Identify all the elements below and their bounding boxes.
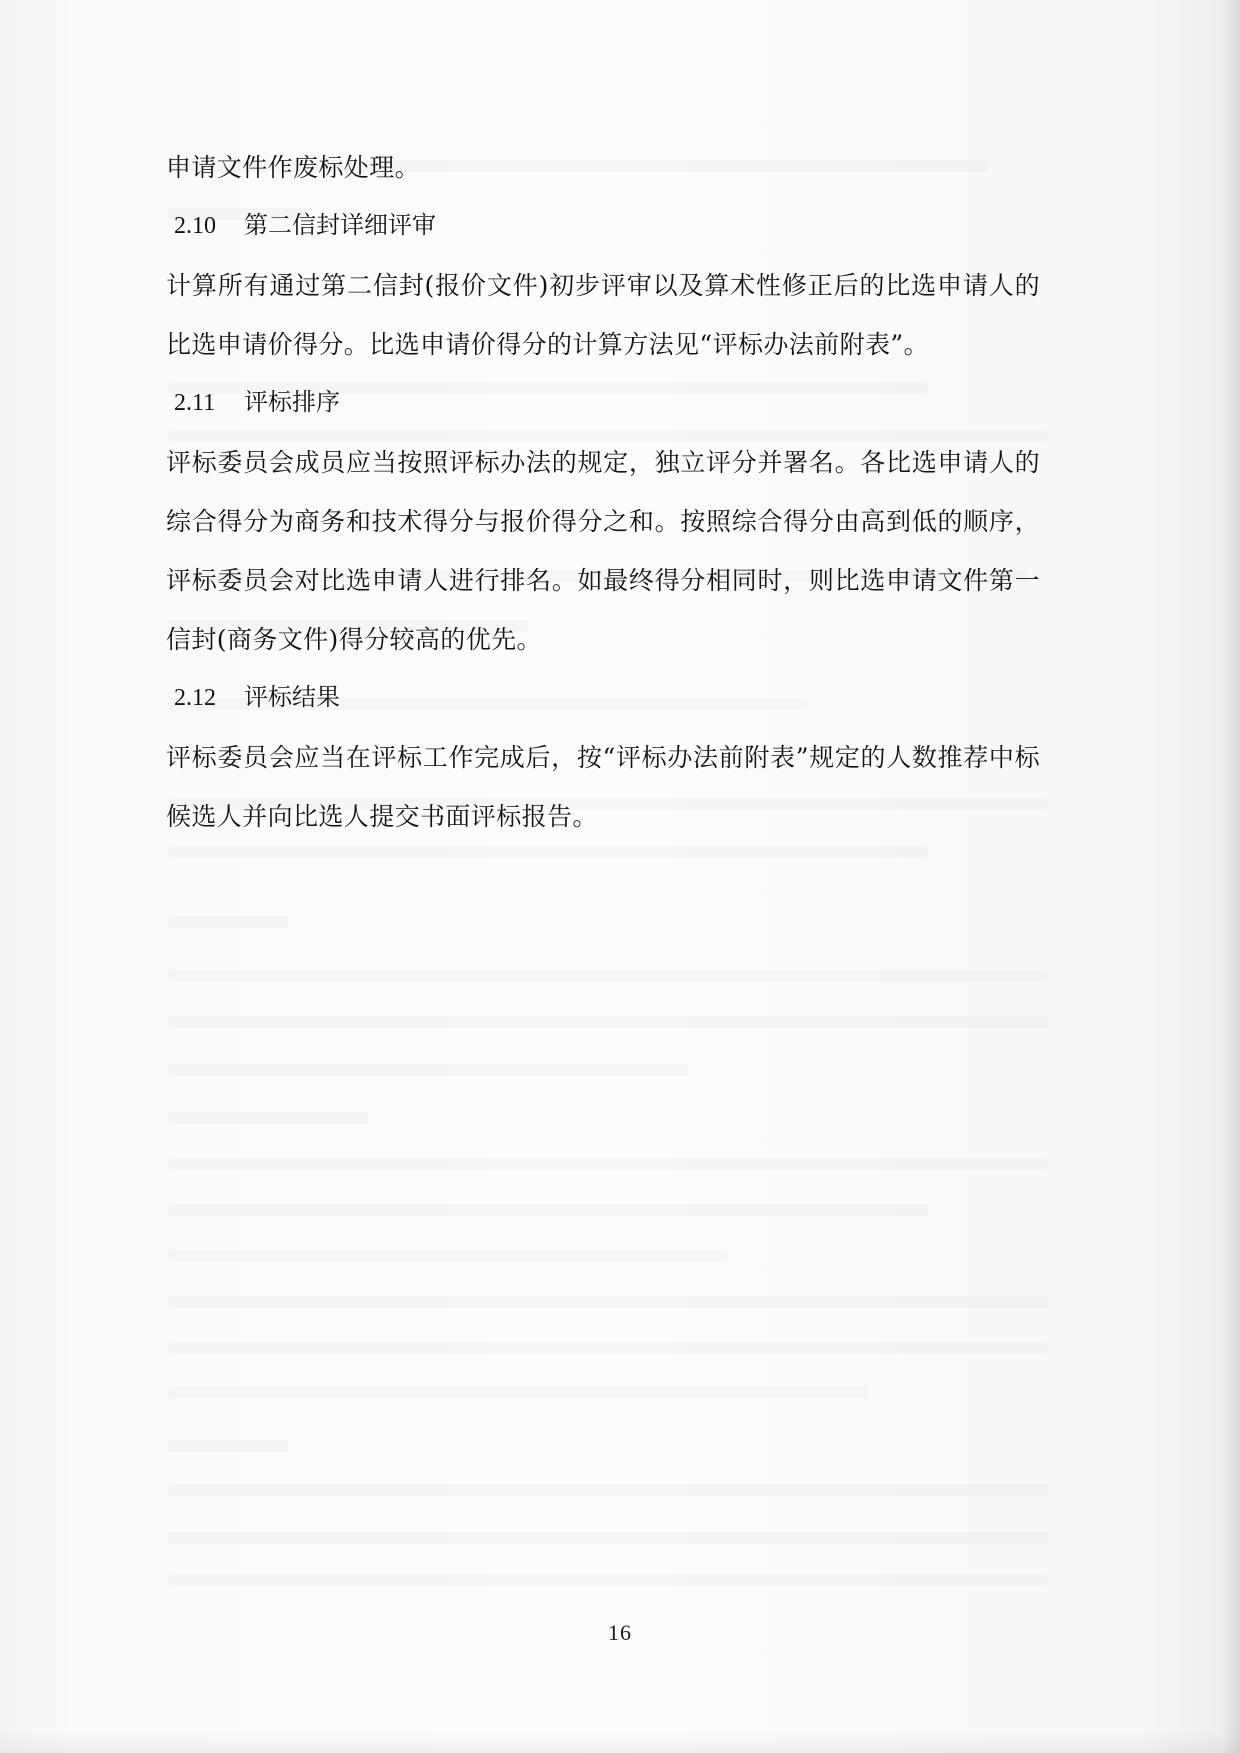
section-number: 2.10 bbox=[174, 213, 216, 239]
section-title: 第二信封详细评审 bbox=[244, 213, 436, 239]
section-number: 2.11 bbox=[174, 390, 216, 416]
scan-edge-shadow bbox=[1222, 0, 1240, 1753]
document-body bbox=[166, 138, 1040, 846]
paragraph-invalid-bid: 申请文件作废标处理。 bbox=[166, 153, 421, 182]
section-number: 2.12 bbox=[174, 685, 216, 711]
section-heading-2-10 bbox=[166, 197, 1040, 256]
section-heading-2-12 bbox=[166, 669, 1040, 728]
page-number: 16 bbox=[608, 1620, 632, 1645]
section-heading-2-11 bbox=[166, 374, 1040, 433]
section-title: 评标结果 bbox=[244, 685, 340, 711]
paragraph-price-score: 计算所有通过第二信封(报价文件)初步评审以及算术性修正后的比选申请人的比选申请价得分。比选申请价得分的计算方法见“评标办法前附表”。 bbox=[166, 271, 1040, 359]
paragraph-result: 评标委员会应当在评标工作完成后，按“评标办法前附表”规定的人数推荐中标候选人并向比选人提交书面评标报告。 bbox=[166, 743, 1040, 831]
section-title: 评标排序 bbox=[244, 390, 340, 416]
scan-bottom-shadow bbox=[0, 1731, 1240, 1753]
paragraph-ranking: 评标委员会成员应当按照评标办法的规定，独立评分并署名。各比选申请人的综合得分为商务和技术得分与报价得分之和。按照综合得分由高到低的顺序，评标委员会对比选申请人进行排名。如最终得分相同时，则比选申请文件第一信封(商务文件)得分较高的优先。 bbox=[166, 448, 1040, 654]
